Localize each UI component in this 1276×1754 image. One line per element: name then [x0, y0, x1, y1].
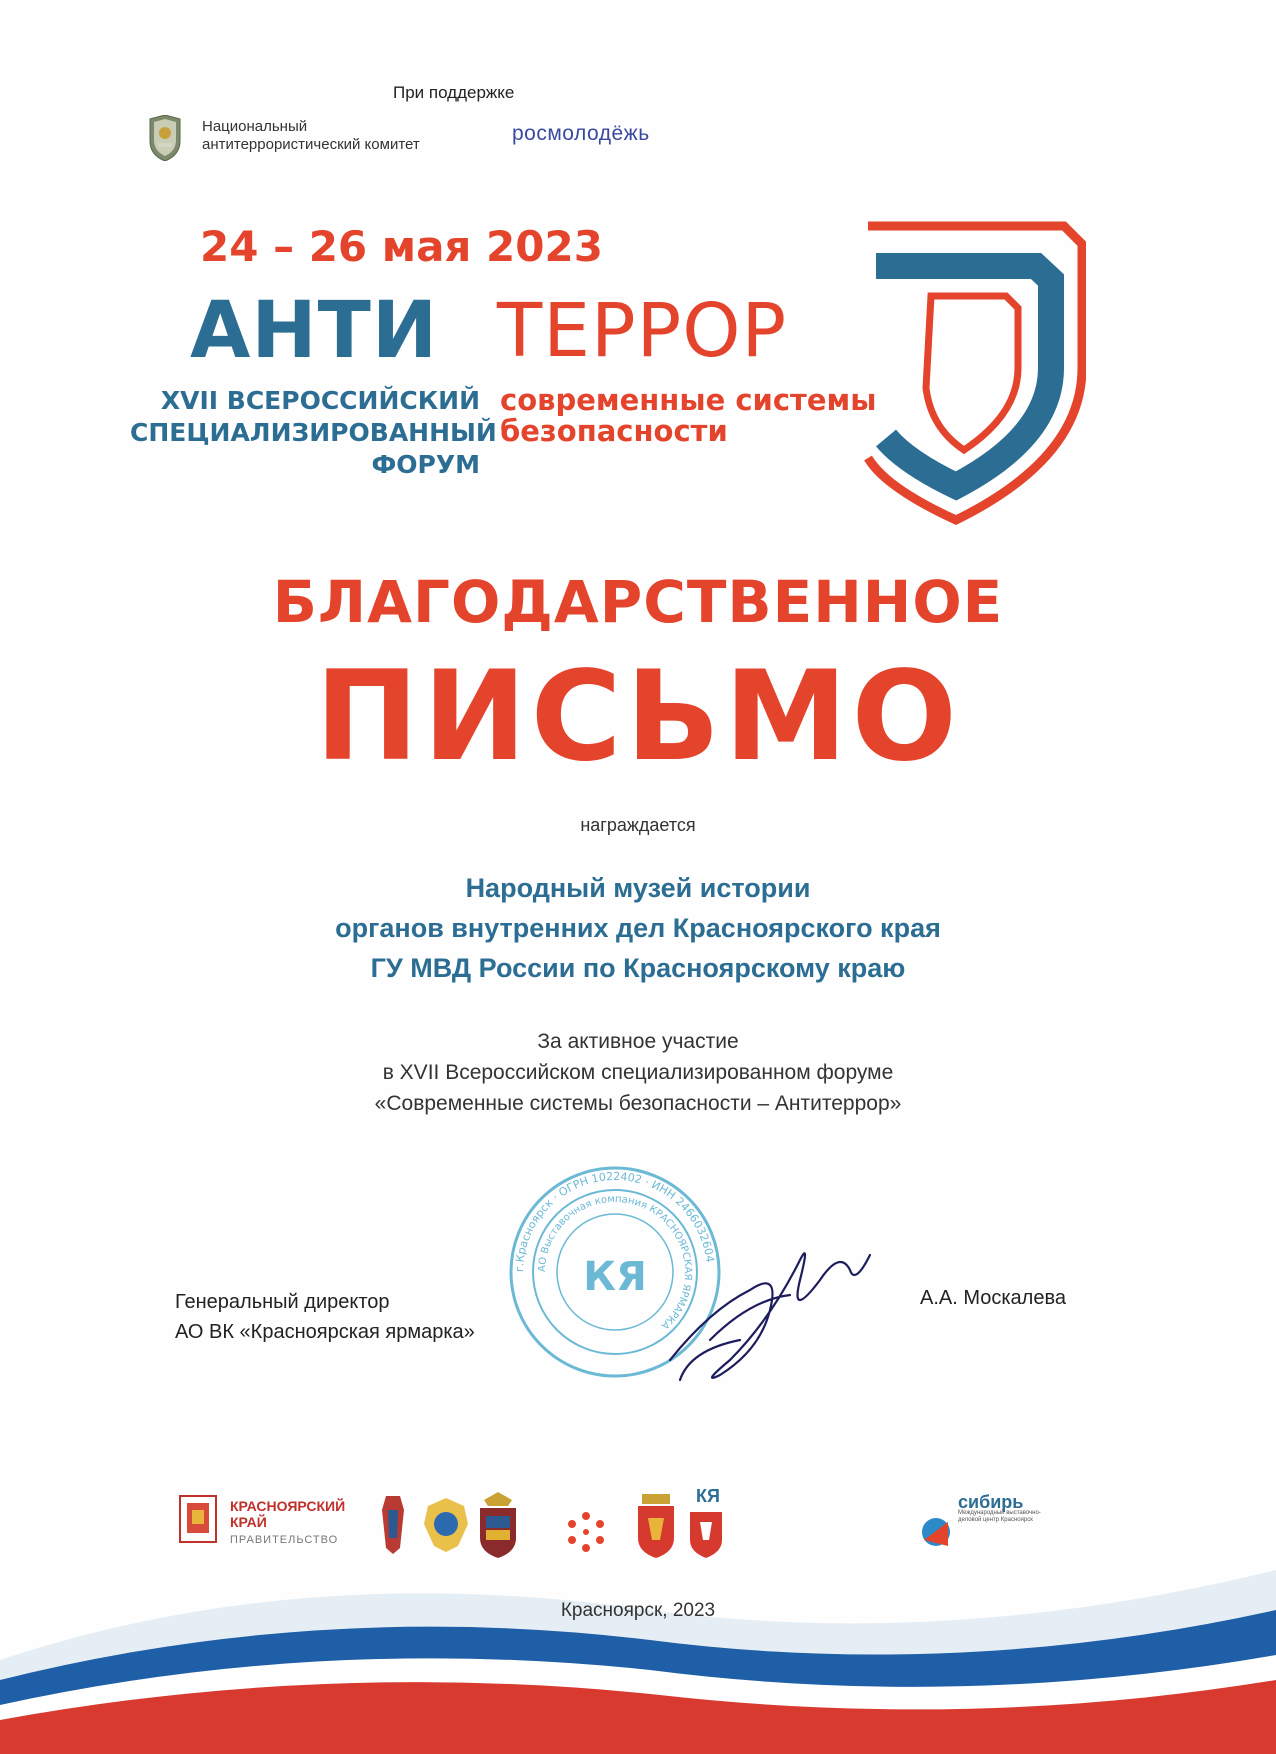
awarded-label: награждается	[580, 815, 696, 835]
brand-anti: АНТИ	[190, 286, 439, 376]
forum-subtitle	[500, 385, 876, 447]
event-dates: 24 – 26 мая 2023	[200, 222, 603, 271]
reason-block	[0, 1026, 1276, 1119]
reason-line1: За активное участие	[537, 1030, 739, 1053]
sibir-logo-subtitle: Международный выставочно-деловой центр Красноярск	[958, 1510, 1041, 1523]
position-line2: АО ВК «Красноярская ярмарка»	[175, 1321, 475, 1343]
recipient-line2: органов внутренних дел Красноярского края	[335, 913, 941, 943]
nak-line2: антитеррористический комитет	[202, 136, 420, 153]
support-label: При поддержке	[393, 83, 515, 102]
flag-waves-decoration	[0, 1530, 1276, 1754]
reason-line3: «Современные системы безопасности – Антитеррор»	[374, 1092, 902, 1115]
brand-terror: ТЕРРОР	[497, 288, 788, 374]
recipient-line3: ГУ МВД России по Красноярскому краю	[370, 953, 906, 983]
letter-title-line2: ПИСЬМО	[315, 645, 961, 789]
forum-name	[130, 385, 497, 481]
nak-line1: Национальный	[202, 118, 308, 135]
forum-line2: СПЕЦИАЛИЗИРОВАННЫЙ	[130, 418, 497, 447]
reason-line2: в XVII Всероссийском специализированном форуме	[382, 1061, 894, 1084]
rosmolodezh-logo: росмолодёжь	[512, 122, 650, 145]
ky-logo-label: КЯ	[696, 1486, 720, 1506]
stamp-center-text: КЯ	[583, 1254, 647, 1300]
kk-line2: КРАЙ	[230, 1514, 267, 1530]
krasnoyarsk-krai-subtitle: ПРАВИТЕЛЬСТВО	[230, 1534, 339, 1546]
signatory-position	[175, 1287, 475, 1347]
nak-emblem-icon	[148, 115, 182, 161]
sibir-logo-label: сибирь	[958, 1492, 1024, 1512]
shield-logo-icon	[846, 218, 1086, 528]
recipient-block	[0, 868, 1276, 988]
forum-line3: ФОРУМ	[371, 450, 480, 479]
krasnoyarsk-krai-title	[230, 1498, 345, 1530]
stamp-outer-text: г.Красноярск · ОГРН 1022402 · ИНН 2466032604	[512, 1169, 717, 1273]
kk-line1: КРАСНОЯРСКИЙ	[230, 1498, 346, 1514]
signatory-name: А.А. Москалева	[920, 1287, 1066, 1309]
letter-title-line1: БЛАГОДАРСТВЕННОЕ	[272, 568, 1004, 636]
stamp-inner-text: АО Выставочная компания КРАСНОЯРСКАЯ ЯРМАРКА	[536, 1193, 694, 1331]
signature-handwriting	[650, 1200, 890, 1400]
position-line1: Генеральный директор	[175, 1291, 390, 1313]
subtitle-line2: безопасности	[500, 414, 728, 448]
subtitle-line1: современные системы	[500, 383, 877, 417]
city-year: Красноярск, 2023	[560, 1600, 716, 1621]
forum-line1: XVII ВСЕРОССИЙСКИЙ	[160, 386, 480, 415]
recipient-line1: Народный музей истории	[465, 873, 811, 903]
nak-label	[202, 118, 420, 154]
